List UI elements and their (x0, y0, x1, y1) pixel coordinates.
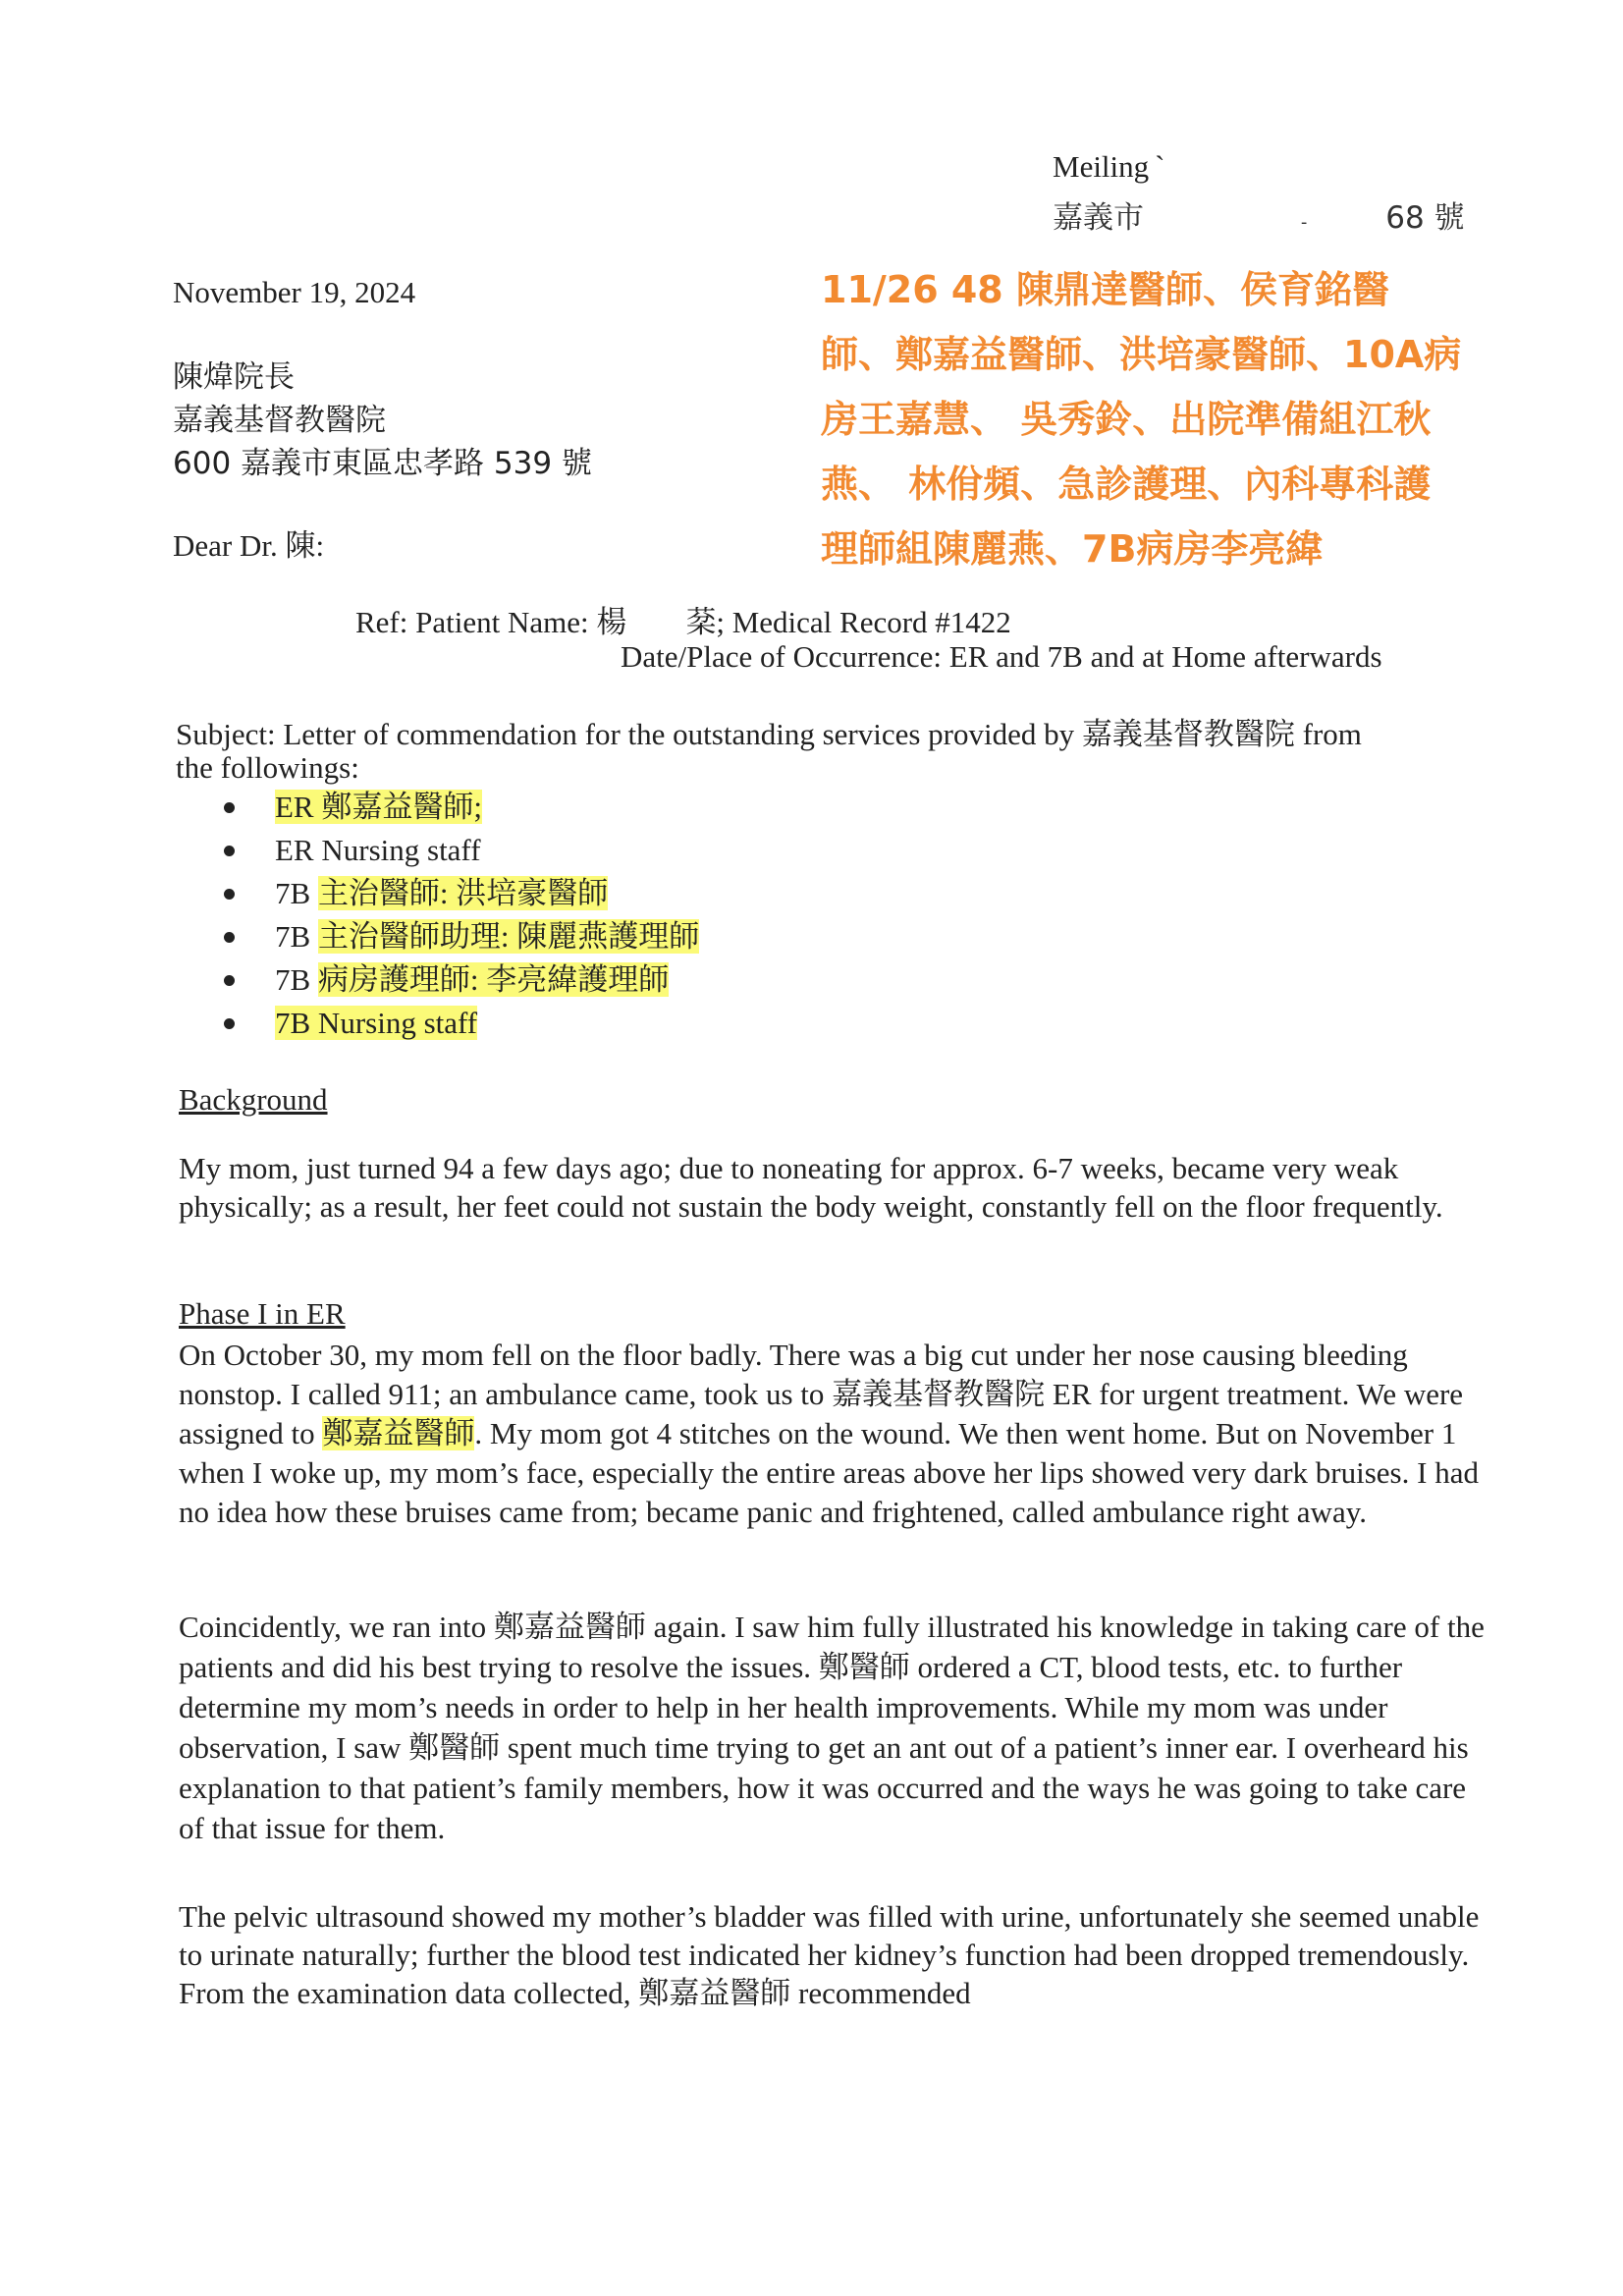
sender-address-dash: - (1300, 212, 1308, 233)
ref-medical-record: 棻; Medical Record #1422 (685, 605, 1011, 639)
ultrasound-paragraph: The pelvic ultrasound showed my mother’s bladder was filled with urine, unfortunately she seemed unable to urinate naturally; further the blood test indicated her kidney’s function had been dropped tremendously. From the examination data collected, 鄭嘉益醫師 recommended (179, 1899, 1480, 2010)
list-item-highlight: 主治醫師: 洪培豪醫師 (317, 876, 609, 910)
subject-line-2: the followings: (176, 750, 359, 785)
subject-line-1: Subject: Letter of commendation for the outstanding services provided by 嘉義基督教醫院 from (176, 717, 1362, 751)
coincidently-paragraph: Coincidently, we ran into 鄭嘉益醫師 again. I saw him fully illustrated his knowledge in taking care of the patients and did his best trying to resolve the issues. 鄭醫師 ordered a CT, blood tests, etc. to further determine my mom’s needs in order to help in her health improvements. While my mom was under observation, I saw 鄭醫師 spent much time trying to get an ant out of a patient’s inner ear. I overheard his explanation to that patient’s family members, how it was occurred and the ways he was going to take care of that issue for them. (179, 1610, 1485, 1845)
orange-annotation (821, 257, 1461, 581)
bullet-dot (224, 802, 235, 813)
list-item (224, 958, 699, 1002)
ref-patient-name: Ref: Patient Name: 楊 (355, 605, 627, 639)
list-item-text: 7B (275, 876, 318, 910)
recipient-title: 陳煒院長 (173, 359, 295, 395)
sender-name (1053, 149, 1165, 185)
list-item-text: 7B (275, 919, 318, 954)
list-item-highlight: 主治醫師助理: 陳麗燕護理師 (317, 919, 700, 954)
list-item-highlight: 7B Nursing staff (275, 1006, 478, 1040)
bullet-dot (224, 1018, 235, 1029)
bullet-dot (224, 932, 235, 943)
annotation-line: 師、鄭嘉益醫師、洪培豪醫師、10A病 (821, 333, 1462, 376)
annotation-line: 房王嘉慧、 吳秀鈴、出院準備組江秋 (821, 398, 1432, 441)
background-paragraph: My mom, just turned 94 a few days ago; due to noneating for approx. 6-7 weeks, became very weak physically; as a result, her feet could not sustain the body weight, constantly fell on the floor frequently. (179, 1151, 1443, 1224)
phase1-highlight: 鄭嘉益醫師 (322, 1416, 475, 1450)
background-heading: Background (179, 1082, 328, 1117)
list-item-highlight: 病房護理師: 李亮緯護理師 (317, 962, 670, 997)
phase1-heading: Phase I in ER (179, 1296, 346, 1331)
list-item (224, 829, 699, 872)
commendation-list (224, 786, 699, 1045)
phase1-text-b: . My mom got 4 stitches on the wound. We then went home. But on November 1 when I woke up, my mom’s face, especially the entire areas above her lips showed very dark bruises. I had no idea how these bruises came from; became panic and frightened, called ambulance right away. (179, 1416, 1479, 1529)
recipient-address: 600 嘉義市東區忠孝路 539 號 (173, 446, 592, 481)
list-item (224, 872, 699, 915)
list-item (224, 786, 699, 829)
recipient-hospital: 嘉義基督教醫院 (173, 403, 386, 438)
bullet-dot (224, 846, 235, 856)
phase1-text-a: On October 30, my mom fell on the floor badly. There was a big cut under her nose causing bleeding nonstop. I called 911; an ambulance came, took us to 嘉義基督教醫院 ER for urgent treatment. We were assigned to (179, 1338, 1464, 1450)
sender-name-text: Meiling (1053, 149, 1150, 184)
list-item (224, 1002, 699, 1045)
sender-address (1053, 192, 1465, 237)
salutation: Dear Dr. 陳: (173, 528, 325, 563)
bullet-dot (224, 975, 235, 986)
annotation-line: 燕、 林佾頻、急診護理、內科專科護 (821, 463, 1432, 506)
sender-address-prefix: 嘉義市 (1053, 200, 1144, 236)
annotation-line: 理師組陳麗燕、7B病房李亮緯 (821, 527, 1324, 571)
list-item-highlight: ER 鄭嘉益醫師; (275, 790, 482, 824)
bullet-dot (224, 889, 235, 900)
ref-line-2: Date/Place of Occurrence: ER and 7B and at Home afterwards (621, 639, 1382, 674)
phase1-paragraph (179, 1336, 1494, 1532)
sender-name-trail: ` (1155, 149, 1165, 184)
sender-address-suffix: 68 號 (1385, 200, 1465, 236)
letter-date: November 19, 2024 (173, 275, 416, 309)
list-item (224, 915, 699, 958)
list-item-text: ER Nursing staff (275, 833, 481, 867)
annotation-line: 11/26 48 陳鼎達醫師、侯育銘醫 (821, 268, 1389, 311)
list-item-text: 7B (275, 962, 318, 997)
ref-line-1 (355, 597, 1011, 641)
